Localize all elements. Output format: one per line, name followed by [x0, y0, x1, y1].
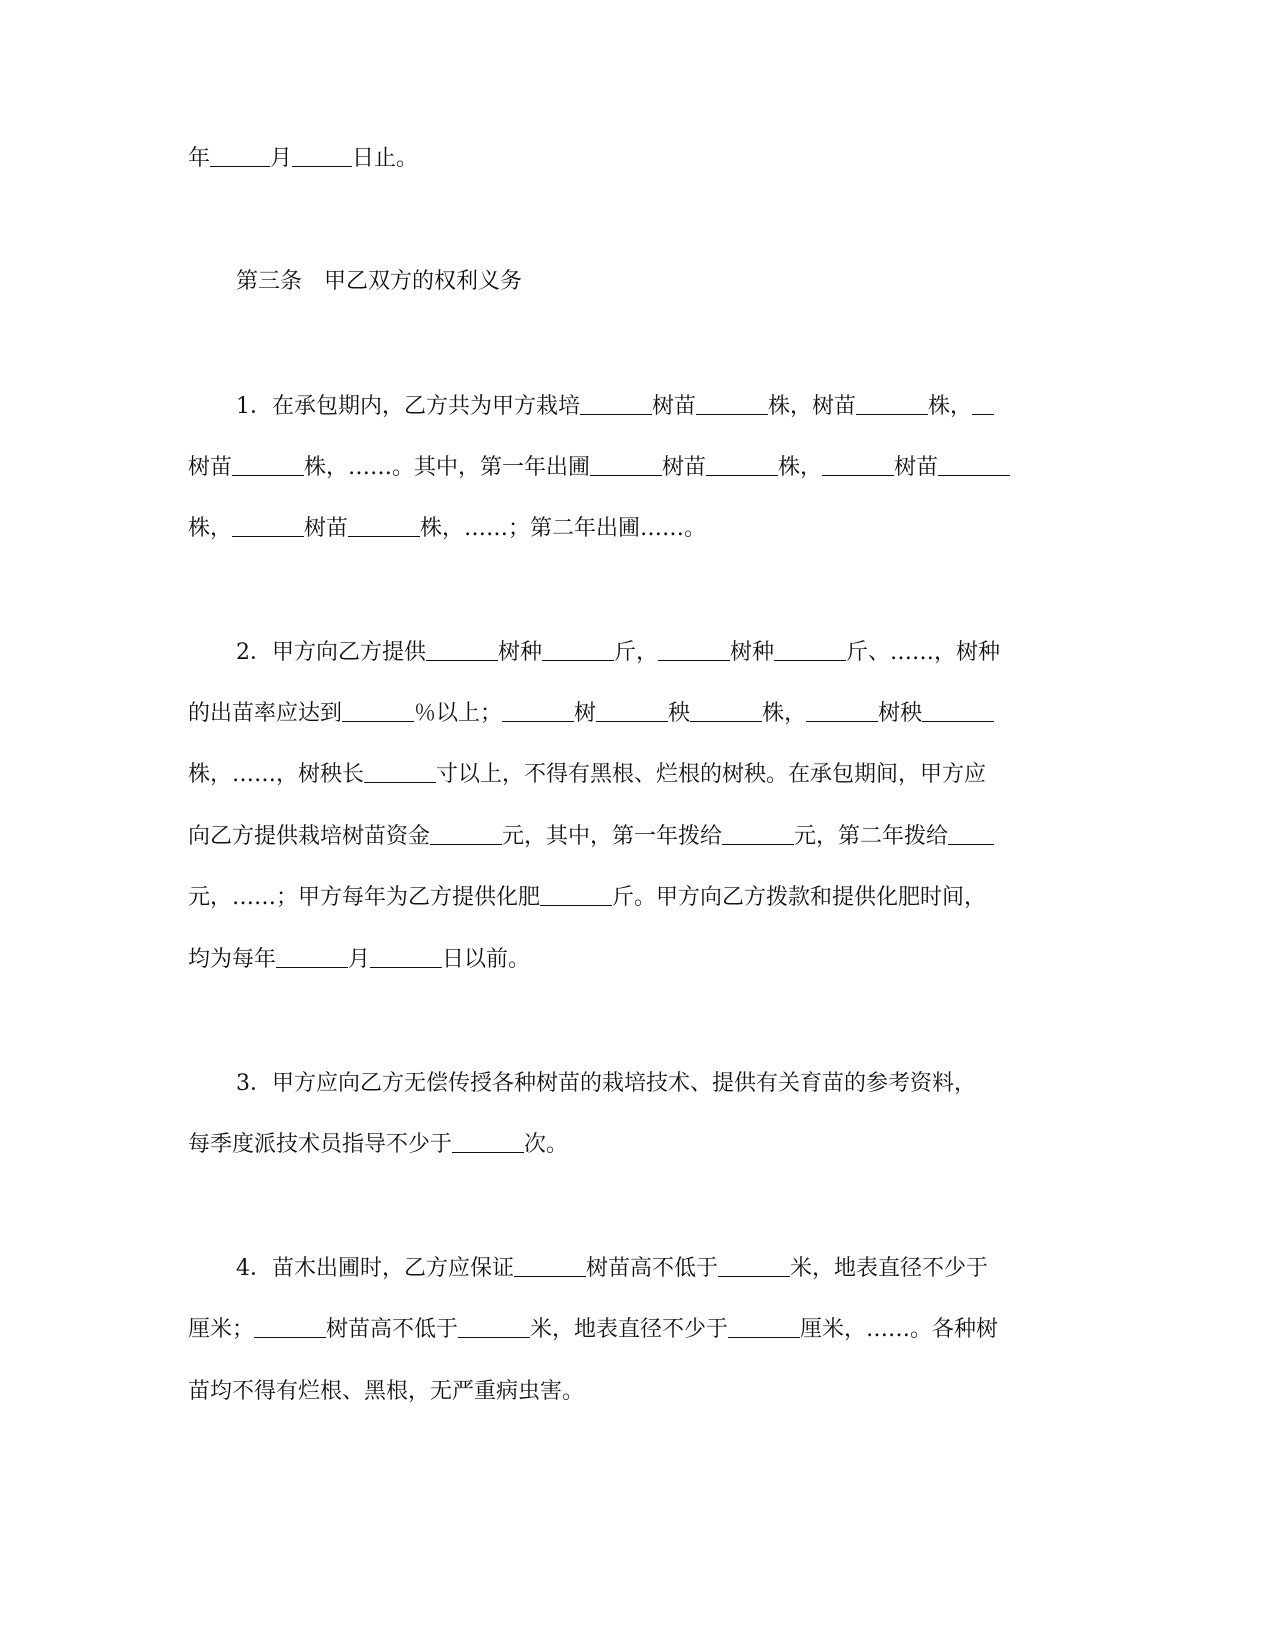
blank-field[interactable] [590, 453, 662, 476]
item-2-line-1 [236, 638, 1136, 668]
blank-field[interactable] [426, 638, 498, 661]
text-segment: 株，……；第二年出圃……。 [420, 516, 707, 541]
blank-field[interactable] [774, 638, 846, 661]
item-4-line-1 [236, 1254, 1136, 1284]
text-segment: 寸以上，不得有黑根、烂根的树秧。在承包期间，甲方应 [436, 762, 987, 787]
text-segment: 斤。甲方向乙方拨款和提供化肥时间， [612, 885, 987, 910]
blank-field[interactable] [254, 1315, 326, 1338]
day-blank[interactable] [292, 144, 352, 167]
text-segment: 树秧 [878, 701, 923, 726]
text-segment: 1．在承包期内，乙方共为甲方栽培 [236, 394, 580, 419]
item-2-line-3 [188, 760, 1088, 790]
blank-field[interactable] [232, 514, 304, 537]
blank-field[interactable] [276, 945, 348, 968]
blank-field[interactable] [232, 453, 304, 476]
text-segment: 树种 [730, 640, 775, 665]
text-segment: 树苗 [662, 455, 707, 480]
text-segment: 厘米； [188, 1317, 255, 1342]
blank-field[interactable] [658, 638, 730, 661]
text-segment: 每季度派技术员指导不少于 [188, 1132, 453, 1157]
text-segment: 次。 [524, 1132, 569, 1157]
month-blank[interactable] [210, 144, 270, 167]
blank-field[interactable] [342, 699, 414, 722]
text-segment: 树苗 [894, 455, 939, 480]
text-segment: 株，……。其中，第一年出圃 [304, 455, 591, 480]
text-segment: 树种 [498, 640, 543, 665]
blank-field[interactable] [430, 822, 502, 845]
text-segment: 株，树苗 [768, 394, 857, 419]
blank-field[interactable] [596, 699, 668, 722]
item-4-line-3 [188, 1377, 1088, 1407]
text-segment: 树苗高不低于 [326, 1317, 459, 1342]
blank-field[interactable] [502, 699, 574, 722]
day-label: 日止。 [352, 146, 419, 171]
blank-field[interactable] [514, 1254, 586, 1277]
text-segment: ％以上； [414, 701, 503, 726]
blank-field[interactable] [718, 1254, 790, 1277]
item-4-line-2 [188, 1315, 1088, 1345]
item-1-line-3 [188, 514, 1088, 544]
text-segment: 株， [778, 455, 823, 480]
blank-field[interactable] [806, 699, 878, 722]
text-segment: 元，……；甲方每年为乙方提供化肥 [188, 885, 541, 910]
blank-field[interactable] [938, 453, 1010, 476]
blank-field[interactable] [458, 1315, 530, 1338]
blank-field[interactable] [922, 699, 994, 722]
month-label: 月 [270, 146, 293, 171]
blank-field[interactable] [856, 392, 928, 415]
text-segment: 苗均不得有烂根、黑根，无严重病虫害。 [188, 1379, 585, 1404]
text-segment: 日以前。 [442, 947, 531, 972]
text-segment: 厘米，……。各种树 [800, 1317, 999, 1342]
article-3-heading [236, 267, 1136, 297]
blank-field[interactable] [452, 1130, 524, 1153]
text-segment: 株， [762, 701, 807, 726]
text-segment: 2．甲方向乙方提供 [236, 640, 426, 665]
item-2-line-6 [188, 945, 1088, 975]
text-segment: 树苗 [304, 516, 349, 541]
text-segment: 均为每年 [188, 947, 277, 972]
blank-field[interactable] [364, 760, 436, 783]
text-segment: 4．苗木出圃时，乙方应保证 [236, 1256, 514, 1281]
blank-field[interactable] [370, 945, 442, 968]
text-segment: 株， [928, 394, 973, 419]
year-label: 年 [188, 146, 211, 171]
blank-field[interactable] [580, 392, 652, 415]
article-number: 第三条 [236, 269, 303, 294]
text-segment: 株， [188, 516, 233, 541]
item-2-line-5 [188, 883, 1088, 913]
item-3-line-1 [236, 1069, 1136, 1099]
text-segment: 株，……，树秧长 [188, 762, 365, 787]
term-end-line [188, 144, 1088, 174]
text-segment: 元，第二年拨给 [794, 824, 949, 849]
blank-field[interactable] [696, 392, 768, 415]
blank-field[interactable] [542, 638, 614, 661]
article-title: 甲乙双方的权利义务 [324, 269, 523, 294]
text-segment: 向乙方提供栽培树苗资金 [188, 824, 431, 849]
blank-field[interactable] [728, 1315, 800, 1338]
item-3-line-2 [188, 1130, 1088, 1160]
text-segment: 树苗 [188, 455, 233, 480]
text-segment: 树苗 [652, 394, 697, 419]
item-2-line-4 [188, 822, 1088, 852]
blank-field[interactable] [348, 514, 420, 537]
text-segment: 3．甲方应向乙方无偿传授各种树苗的栽培技术、提供有关育苗的参考资料， [236, 1071, 976, 1096]
text-segment: 米，地表直径不少于 [790, 1256, 989, 1281]
text-segment: 月 [348, 947, 371, 972]
text-segment: 斤、……，树种 [846, 640, 1001, 665]
blank-field[interactable] [972, 392, 994, 415]
text-segment: 的出苗率应达到 [188, 701, 343, 726]
text-segment: 米，地表直径不少于 [530, 1317, 729, 1342]
text-segment: 秧 [668, 701, 691, 726]
text-segment: 树苗高不低于 [586, 1256, 719, 1281]
item-1-line-1 [236, 392, 1136, 422]
blank-field[interactable] [690, 699, 762, 722]
item-2-line-2 [188, 699, 1088, 729]
text-segment: 元，其中，第一年拨给 [502, 824, 723, 849]
blank-field[interactable] [822, 453, 894, 476]
blank-field[interactable] [722, 822, 794, 845]
blank-field[interactable] [706, 453, 778, 476]
blank-field[interactable] [948, 822, 994, 845]
blank-field[interactable] [540, 883, 612, 906]
item-1-line-2 [188, 453, 1088, 483]
text-segment: 斤， [614, 640, 659, 665]
text-segment: 树 [574, 701, 597, 726]
